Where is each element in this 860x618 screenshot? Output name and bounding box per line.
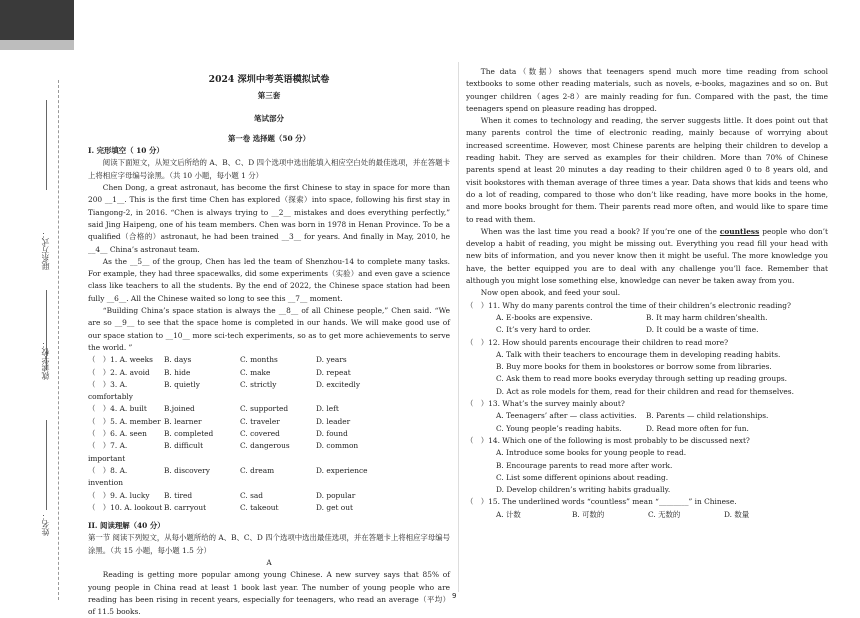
- q11-option-a[interactable]: A. E-books are expensive.: [496, 312, 593, 322]
- left-column: [88, 62, 450, 618]
- q15-option[interactable]: B. 可数的: [572, 509, 605, 519]
- question-11[interactable]: （ ）11. Why do many parents control the time of their children’s electronic reading?: [466, 300, 791, 310]
- q13-option-d[interactable]: D. Read more often for fun.: [646, 423, 749, 433]
- reading-para-4: [466, 226, 828, 287]
- cloze-option-row: [88, 403, 450, 415]
- passage-label: A: [266, 557, 272, 567]
- set-label: 第三套: [257, 91, 281, 101]
- cloze-option[interactable]: D. years: [316, 355, 347, 365]
- q15-option[interactable]: A. 计数: [496, 509, 521, 519]
- cloze-option-row: [88, 440, 450, 465]
- cloze-option[interactable]: D. experience: [316, 465, 368, 475]
- cloze-option[interactable]: D. left: [316, 404, 339, 414]
- q12-option-b[interactable]: B. Buy more books for them in bookstores or borrow some from libraries.: [496, 362, 772, 372]
- section2-heading: II. 阅读理解（40 分）: [88, 521, 165, 531]
- binding-margin: [0, 0, 74, 608]
- cloze-option[interactable]: C. sad: [240, 490, 264, 500]
- cloze-option-row: [88, 490, 450, 502]
- cloze-option[interactable]: D. found: [316, 429, 348, 439]
- cloze-option-row: [88, 379, 450, 404]
- q15-option[interactable]: D. 数量: [724, 509, 750, 519]
- cloze-option[interactable]: （ ）1. A. weeks: [88, 355, 153, 365]
- cloze-option[interactable]: C. covered: [240, 429, 280, 439]
- page-number: 9: [452, 592, 457, 600]
- reading-para-5: Now open abook, and feed your soul.: [480, 288, 621, 298]
- q11-option-c[interactable]: C. It’s very hard to order.: [496, 325, 591, 335]
- cloze-option[interactable]: D. popular: [316, 490, 356, 500]
- cloze-option[interactable]: （ ）7. A. important: [88, 441, 128, 463]
- cloze-option[interactable]: B. carryout: [164, 502, 207, 512]
- cloze-option[interactable]: C. months: [240, 355, 278, 365]
- cloze-option[interactable]: （ ）9. A. lucky: [88, 490, 150, 500]
- cloze-para-3: “Building China’s space station is always the __8__ of all Chinese people,” Chen said. “We are so __9__ to see that the space home is completed in our hands. We will make good use of our space station to __10__ more sci-tech experiments, so as to get more achievements to serve the world. ”: [88, 306, 450, 352]
- volume-label: 第一卷 选择题（50 分）: [228, 133, 310, 143]
- name-field-label: 姓名：: [41, 512, 50, 536]
- name-line: [46, 420, 47, 510]
- cloze-option-row: [88, 502, 450, 514]
- cloze-option[interactable]: B. completed: [164, 429, 214, 439]
- q13-option-a[interactable]: A. Teenagers’ after — class activities.: [496, 411, 637, 421]
- cloze-option[interactable]: B.joined: [164, 404, 195, 414]
- section1-heading: I. 完形填空（ 10 分）: [88, 146, 164, 156]
- cloze-option[interactable]: B. learner: [164, 416, 202, 426]
- school-field-label: 就读学校：: [41, 340, 50, 380]
- cloze-option[interactable]: （ ）4. A. built: [88, 404, 147, 414]
- q11-option-b[interactable]: B. It may harm children’shealth.: [646, 312, 768, 322]
- corner-block: [0, 0, 74, 40]
- right-column: [466, 66, 828, 521]
- underlined-word: countless: [719, 226, 760, 236]
- cloze-option[interactable]: （ ）3. A. comfortably: [88, 379, 133, 402]
- cloze-option-row: [88, 367, 450, 379]
- q15-option[interactable]: C. 无数的: [648, 509, 681, 519]
- q11-options: [466, 312, 828, 337]
- part-label: 笔试部分: [254, 113, 284, 123]
- cloze-option-row: [88, 465, 450, 490]
- q14-option-d[interactable]: D. Develop children’s writing habits gradually.: [496, 485, 671, 495]
- cloze-para-2: As the __5__ of the group, Chen has led the team of Shenzhou-14 to complete many tasks. For example, they had three spacewalks, did some experiments（实验）and even gave a science class like teachers to all the students. By the end of 2022, the Chinese space station had been fully __6__. All the Chinese waited so long to see this __7__ moment.: [88, 256, 450, 303]
- cloze-option[interactable]: D. get out: [316, 502, 353, 512]
- para4-text-a: When was the last time you read a book? If you’re one of the: [480, 226, 720, 236]
- section1-instruction: 阅读下面短文，从短文后所给的 A、B、C、D 四个选项中选出能填入相应空白处的最佳选项，并在答题卡上将相应字母编号涂黑。（共 10 小题，每小题 1 分）: [88, 158, 450, 180]
- cloze-option[interactable]: C. make: [240, 367, 271, 377]
- cloze-option-row: [88, 354, 450, 366]
- question-14[interactable]: （ ）14. Which one of the following is most probably to be discussed next?: [466, 435, 750, 445]
- cloze-option[interactable]: C. dream: [240, 465, 275, 475]
- cloze-option[interactable]: B. tired: [164, 490, 193, 500]
- q11-option-d[interactable]: D. It could be a waste of time.: [646, 325, 759, 335]
- question-15[interactable]: （ ）15. The underlined words “countless” mean “________” in Chinese.: [466, 497, 737, 507]
- cloze-option[interactable]: C. dangerous: [240, 441, 290, 451]
- contact-line: [46, 100, 47, 190]
- q13-option-c[interactable]: C. Young people’s reading habits.: [496, 423, 622, 433]
- column-divider: [458, 62, 459, 592]
- cloze-para-1: Chen Dong, a great astronaut, has become the first Chinese to stay in space for more than 200 __1__. This is the first time Chen has explored（探索）into space, following his first stay in Tiangong-2, in 2016. “Chen is always trying to __2__ mistakes and does everything perfectly,” said Jing Haipeng, one of his team members. Chen was born in 1978 in Henan Province. To be a qualified（合格的）astronaut, he had been trained __3__ for years. And finally in May, 2010, he __4__ China’s astronaut team.: [88, 183, 450, 254]
- cloze-option[interactable]: C. traveler: [240, 416, 280, 426]
- cloze-option-row: [88, 416, 450, 428]
- cloze-option[interactable]: B. difficult: [164, 441, 204, 451]
- cloze-option[interactable]: B. hide: [164, 367, 191, 377]
- cloze-option[interactable]: D. repeat: [316, 367, 351, 377]
- cloze-options: [88, 354, 450, 514]
- para4-text-b: people who don’t develop a habit of reading, you might be missing out. Everything you read fill your head with new bits of information, and you never know then it might be useful. The more knowledge you have, the better equipped you are to deal with any challenge you’ll face. Remember that although you might lose something else, knowledge can never be taken away from you.: [466, 226, 828, 286]
- cloze-option[interactable]: D. common: [316, 441, 359, 451]
- cloze-option[interactable]: B. discovery: [164, 465, 210, 475]
- q13-options: [466, 410, 828, 435]
- cloze-option[interactable]: （ ）2. A. avoid: [88, 367, 150, 377]
- contact-field-label: 联系方式：: [41, 230, 50, 270]
- q13-option-b[interactable]: B. Parents — child relationships.: [646, 411, 769, 421]
- document-title: 2024 深圳中考英语模拟试卷: [208, 74, 330, 85]
- reading-para-1: Reading is getting more popular among young Chinese. A new survey says that 85% of young people in China read at least 1 book last year. The number of young people who are reading has been rising in recent years, especially for teenagers, who read an average（平均）of 11.5 books.: [88, 570, 450, 617]
- binding-cut-line: [58, 80, 59, 600]
- section2-instruction: 第一节 阅读下列短文，从每小题所给的 A、B、C、D 四个选项中选出最佳选项，并在答题卡上将相应字母编号涂黑。（共 15 小题，每小题 1.5 分）: [88, 533, 450, 555]
- question-13[interactable]: （ ）13. What’s the survey mainly about?: [466, 399, 625, 409]
- q12-option-c[interactable]: C. Ask them to read more books everyday through setting up reading groups.: [496, 374, 787, 384]
- q12-option-d[interactable]: D. Act as role models for them, read for their children and read for themselves.: [496, 386, 794, 396]
- cloze-option[interactable]: D. leader: [316, 416, 351, 426]
- q12-option-a[interactable]: A. Talk with their teachers to encourage them in developing reading habits.: [496, 349, 781, 359]
- cloze-option[interactable]: C. strictly: [240, 379, 277, 389]
- cloze-option[interactable]: C. supported: [240, 404, 289, 414]
- cloze-option-row: [88, 428, 450, 440]
- reading-para-2: The data（数据）shows that teenagers spend much more time reading from school textbooks to some other reading materials, such as novels, e-books, magazines and so on. But younger children（ages 2-8）are mainly reading for fun. Compared with the past, the time teenagers spend on pleasure reading has dropped.: [466, 67, 828, 113]
- cloze-option[interactable]: B. quietly: [164, 379, 200, 389]
- q14-option-c[interactable]: C. List some different opinions about reading.: [496, 472, 669, 482]
- cloze-option[interactable]: D. excitedly: [316, 379, 361, 389]
- cloze-option[interactable]: （ ）6. A. seen: [88, 429, 147, 439]
- cloze-option[interactable]: （ ）8. A. invention: [88, 465, 128, 488]
- cloze-option[interactable]: C. takeout: [240, 502, 279, 512]
- q15-options: [466, 509, 828, 521]
- question-12[interactable]: （ ）12. How should parents encourage their children to read more?: [466, 337, 729, 347]
- cloze-option[interactable]: B. days: [164, 355, 192, 365]
- reading-para-3: When it comes to technology and reading, the server suggests little. It does point out that many parents control the time of electronic reading, mainly because of worrying about increased screentime. However, most Chinese parents are helping their children to develop a reading habit. They are served as examples for their children. More than 70% of Chinese parents spend at least 20 minutes a day reading to their children aged 0 to 8 years old, and visit bookstores with theman average of three times a year. Data shows that kids and teens who do a lot of reading, compared to those who don’t like reading, have more books in the home, and more books brought for them. Their parents read more often, and would like to spare time to read with them.: [466, 116, 828, 224]
- cloze-option[interactable]: （ ）10. A. lookout: [88, 502, 163, 512]
- cloze-option[interactable]: （ ）5. A. member: [88, 416, 161, 426]
- q14-option-a[interactable]: A. Introduce some books for young people to read.: [496, 448, 687, 458]
- q14-option-b[interactable]: B. Encourage parents to read more after work.: [496, 460, 673, 470]
